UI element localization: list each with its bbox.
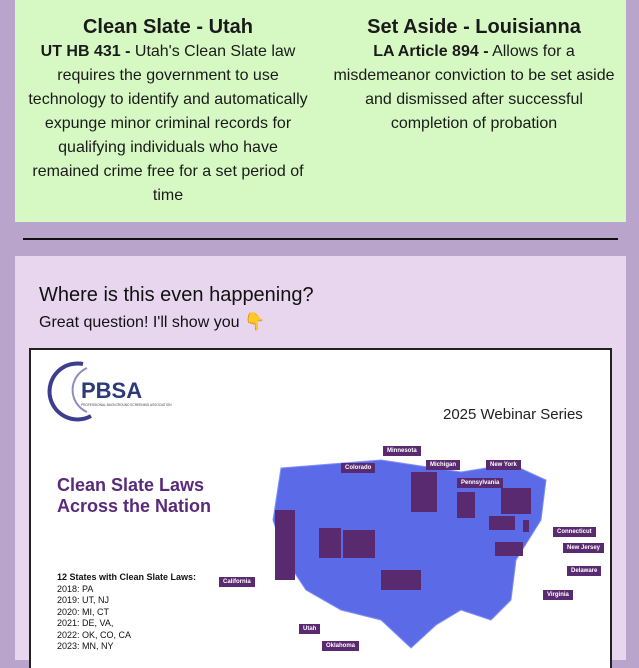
state-label: Connecticut bbox=[553, 527, 596, 537]
list-item: 2019: UT, NJ bbox=[57, 595, 110, 605]
state-new-jersey bbox=[523, 520, 529, 532]
list-item: 2021: DE, VA, bbox=[57, 618, 114, 628]
law-column-utah bbox=[27, 14, 309, 208]
list-item: 2020: MI, CT bbox=[57, 606, 110, 617]
state-utah bbox=[319, 528, 341, 558]
law-title: Set Aside - Louisianna bbox=[367, 16, 581, 38]
state-label: Utah bbox=[299, 624, 320, 634]
subtitle-text: Great question! I'll show you bbox=[39, 314, 240, 331]
law-citation: LA Article 894 - bbox=[373, 43, 489, 60]
state-label: California bbox=[219, 577, 255, 587]
state-label: Minnesota bbox=[383, 446, 421, 456]
law-description bbox=[27, 40, 309, 208]
law-column-louisiana bbox=[333, 14, 615, 136]
law-text: Allows for a misdemeanor conviction to be set aside and dismissed after successful completion of probation bbox=[333, 43, 615, 132]
law-comparison-card bbox=[15, 0, 626, 222]
law-text: Utah's Clean Slate law requires the government to use technology to identify and automatically expunge minor criminal records for qualifying individuals who have remained crime free for a set period of time bbox=[28, 43, 308, 204]
state-label: New Jersey bbox=[563, 543, 604, 553]
state-label: Pennsylvania bbox=[457, 478, 503, 488]
state-label: Delaware bbox=[567, 566, 601, 576]
list-item: 2022: OK, CO, CA bbox=[57, 629, 132, 640]
state-label: Virginia bbox=[543, 590, 573, 600]
state-label: Colorado bbox=[341, 463, 375, 473]
state-label: New York bbox=[486, 460, 521, 470]
pbsa-logo bbox=[61, 358, 172, 422]
list-item: 2023: MN, NY bbox=[57, 641, 114, 651]
list-heading: 12 States with Clean Slate Laws: bbox=[57, 572, 197, 582]
logo-text: PBSA bbox=[81, 378, 143, 403]
clean-slate-state-list bbox=[57, 572, 196, 653]
map-section-card bbox=[15, 256, 626, 660]
section-subtitle bbox=[39, 312, 265, 332]
section-divider bbox=[23, 238, 618, 240]
webinar-series-label: 2025 Webinar Series bbox=[443, 406, 583, 423]
state-label: Michigan bbox=[426, 460, 460, 470]
law-title: Clean Slate - Utah bbox=[82, 16, 254, 38]
state-michigan bbox=[457, 492, 475, 518]
section-title: Where is this even happening? bbox=[39, 284, 314, 306]
logo-subtext: PROFESSIONAL BACKGROUND SCREENING ASSOCIATION bbox=[81, 403, 172, 407]
slide-title bbox=[57, 475, 211, 517]
law-description bbox=[333, 40, 615, 136]
slide-title-line: Clean Slate Laws bbox=[57, 475, 205, 495]
state-colorado bbox=[343, 530, 375, 558]
us-map bbox=[261, 450, 561, 650]
webinar-slide-image bbox=[29, 348, 612, 668]
state-minnesota bbox=[411, 472, 437, 512]
state-label: Oklahoma bbox=[322, 641, 359, 651]
state-oklahoma bbox=[381, 570, 421, 590]
law-citation: UT HB 431 - bbox=[40, 43, 131, 60]
slide-title-line: Across the Nation bbox=[57, 496, 212, 516]
state-california bbox=[275, 510, 295, 580]
list-item: 2018: PA bbox=[57, 583, 94, 594]
state-virginia bbox=[495, 542, 523, 556]
state-new-york bbox=[501, 488, 531, 514]
state-pennsylvania bbox=[489, 516, 515, 530]
pointing-down-icon: 👇 bbox=[243, 312, 266, 331]
